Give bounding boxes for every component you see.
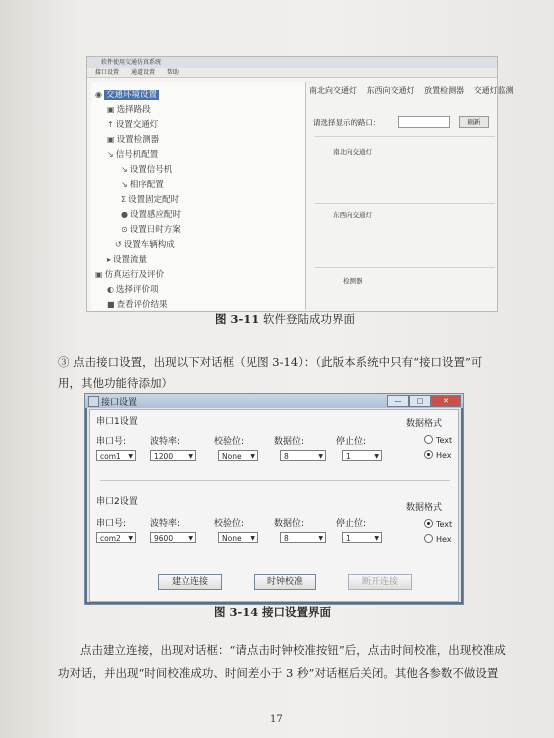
- tree-item-daily-plan[interactable]: ⊙ 设置日时方案: [121, 225, 181, 235]
- port2-parity-select[interactable]: None ▼: [218, 532, 258, 543]
- figure-3-11-caption: 图 3-11 软件登陆成功界面: [215, 312, 355, 326]
- port1-baud-label: 波特率:: [150, 437, 181, 447]
- port2-databits-select[interactable]: 8 ▼: [280, 532, 326, 543]
- tree-node-icon: ▸: [107, 255, 112, 264]
- section-ew-label: 东西向交通灯: [333, 211, 372, 219]
- window-titlebar: 软件使用交通仿真系统: [87, 57, 497, 68]
- port2-baud-label: 波特率:: [150, 519, 181, 529]
- paragraph-line: ③ 点击接口设置，出现以下对话框（见图 3-14）：（此版本系统中只有“接口设置”可: [58, 355, 483, 369]
- chevron-down-icon: ▼: [188, 535, 193, 542]
- close-icon[interactable]: ✕: [431, 395, 461, 407]
- tree-item-simulation[interactable]: ▣ 仿真运行及评价: [95, 270, 165, 280]
- port1-stopbits-select[interactable]: 1 ▼: [342, 450, 382, 461]
- chevron-down-icon: ▼: [374, 453, 379, 460]
- port1-databits-select[interactable]: 8 ▼: [280, 450, 326, 461]
- tree-item-phase-config[interactable]: ↘ 相序配置: [121, 180, 164, 190]
- tree-item-select-road[interactable]: ▣ 选择路段: [107, 105, 151, 115]
- settings-tree: [91, 82, 306, 310]
- divider: [100, 480, 450, 481]
- tree-item-fixed-timing[interactable]: Σ 设置固定配时: [121, 195, 180, 205]
- menu-item-help[interactable]: 帮助: [166, 69, 179, 76]
- tree-node-icon: ↘: [121, 165, 128, 174]
- radio-icon: [424, 435, 433, 444]
- clock-calibrate-button[interactable]: 时钟校准: [254, 574, 316, 590]
- tree-item-set-flow[interactable]: ▸ 设置流量: [107, 255, 148, 265]
- tree-node-icon: ◉: [95, 90, 102, 99]
- port2-databits-label: 数据位:: [274, 519, 305, 529]
- format2-text-radio[interactable]: Text: [424, 519, 452, 529]
- app-icon: [88, 396, 99, 407]
- tree-node-icon: ⊙: [121, 225, 128, 234]
- maximize-icon[interactable]: □: [409, 395, 431, 407]
- tree-node-icon: Σ: [121, 195, 127, 204]
- refresh-button[interactable]: 刷新: [459, 116, 489, 128]
- section-detector-label: 检测器: [343, 277, 363, 285]
- radio-selected-icon: [424, 519, 433, 528]
- port2-com-label: 串口号:: [96, 519, 127, 529]
- tree-node-icon: ▣: [107, 135, 115, 144]
- format2-label: 数据格式: [406, 503, 443, 513]
- menu-bar: [87, 68, 497, 78]
- divider: [315, 136, 495, 137]
- menu-item-channel[interactable]: 通道设置: [130, 69, 155, 76]
- port2-stopbits-label: 停止位:: [336, 519, 367, 529]
- dialog-title: 接口设置: [101, 398, 138, 408]
- toolbar-ew-light-button[interactable]: 东西向交通灯: [366, 86, 415, 95]
- tree-item-vehicle-composition[interactable]: ↺ 设置车辆构成: [115, 240, 175, 250]
- chevron-down-icon: ▼: [318, 453, 323, 460]
- chevron-down-icon: ▼: [318, 535, 323, 542]
- intersection-prompt: 请选择显示的路口：: [313, 118, 381, 127]
- radio-selected-icon: [424, 450, 433, 459]
- tree-node-icon: ▣: [95, 270, 103, 279]
- tree-item-signal-config[interactable]: ↘ 信号机配置: [107, 150, 159, 160]
- divider: [315, 267, 495, 268]
- chevron-down-icon: ▼: [250, 535, 255, 542]
- tree-item-actuated-timing[interactable]: ● 设置感应配时: [121, 210, 181, 220]
- tree-node-icon: ↺: [115, 240, 122, 249]
- divider: [315, 203, 495, 204]
- port1-parity-select[interactable]: None ▼: [218, 450, 258, 461]
- port1-com-select[interactable]: com1 ▼: [96, 450, 136, 461]
- tree-item-set-detector[interactable]: ▣ 设置检测器: [107, 135, 160, 145]
- tree-node-icon: ↘: [107, 150, 114, 159]
- page-number: 17: [270, 714, 283, 725]
- dialog-titlebar: [85, 394, 463, 408]
- chevron-down-icon: ▼: [188, 453, 193, 460]
- tree-node-icon: ◐: [107, 285, 114, 294]
- chevron-down-icon: ▼: [250, 453, 255, 460]
- port2-parity-label: 校验位:: [214, 519, 245, 529]
- port2-group-label: 串口2设置: [96, 497, 138, 507]
- toolbar-detector-button[interactable]: 放置检测器: [424, 86, 465, 95]
- connect-button[interactable]: 建立连接: [158, 574, 222, 590]
- intersection-select[interactable]: [398, 116, 450, 128]
- tree-item-set-lights[interactable]: ↑ 设置交通灯: [107, 120, 159, 130]
- paragraph-line: 功对话，并出现“时间校准成功、时间差小于 3 秒”对话框后关闭。其他各参数不做设置: [58, 666, 499, 680]
- port1-com-label: 串口号:: [96, 437, 127, 447]
- paragraph-line: 用，其他功能待添加）: [58, 376, 173, 390]
- tree-node-icon: ↘: [121, 180, 128, 189]
- minimize-icon[interactable]: —: [387, 395, 409, 407]
- format1-text-radio[interactable]: Text: [424, 435, 452, 445]
- tree-node-icon: ▣: [107, 105, 115, 114]
- format1-hex-radio[interactable]: Hex: [424, 450, 452, 460]
- tree-item-view-results[interactable]: ■ 查看评价结果: [107, 300, 168, 310]
- toolbar-ns-light-button[interactable]: 南北向交通灯: [309, 86, 357, 95]
- port1-stopbits-label: 停止位:: [336, 437, 367, 447]
- port1-baud-select[interactable]: 1200 ▼: [150, 450, 196, 461]
- paragraph-line: 点击建立连接，出现对话框：“请点击时钟校准按钮”后，点击时间校准，出现校准成: [80, 643, 506, 657]
- radio-icon: [424, 534, 433, 543]
- interface-settings-dialog: [84, 393, 464, 605]
- toolbar-monitor-button[interactable]: 交通灯监测: [473, 86, 514, 95]
- dialog-body: [89, 409, 459, 602]
- format1-label: 数据格式: [406, 419, 443, 429]
- section-ns-label: 南北向交通灯: [333, 148, 372, 156]
- chevron-down-icon: ▼: [128, 535, 133, 542]
- tree-node-icon: ■: [107, 300, 115, 309]
- main-toolbar: [309, 85, 514, 101]
- port2-baud-select[interactable]: 9600 ▼: [150, 532, 196, 543]
- chevron-down-icon: ▼: [374, 535, 379, 542]
- port1-group-label: 串口1设置: [96, 417, 138, 427]
- port1-databits-label: 数据位:: [274, 437, 305, 447]
- tree-item-set-signal[interactable]: ↘ 设置信号机: [121, 165, 173, 175]
- port2-com-select[interactable]: com2 ▼: [96, 532, 136, 543]
- tree-node-icon: ●: [121, 210, 128, 219]
- chevron-down-icon: ▼: [128, 453, 133, 460]
- menu-item-interface[interactable]: 接口设置: [95, 69, 120, 76]
- tree-item-select-eval[interactable]: ◐ 选择评价项: [107, 285, 159, 295]
- figure-3-11-screenshot: [86, 56, 514, 312]
- tree-item-traffic-env[interactable]: ◉ 交通环境设置: [95, 90, 157, 100]
- disconnect-button[interactable]: 断开连接: [348, 574, 412, 590]
- port2-stopbits-select[interactable]: 1 ▼: [342, 532, 382, 543]
- format2-hex-radio[interactable]: Hex: [424, 534, 452, 544]
- tree-node-icon: ↑: [107, 120, 114, 129]
- port1-parity-label: 校验位:: [214, 437, 245, 447]
- figure-3-14-caption: 图 3-14 接口设置界面: [214, 605, 331, 619]
